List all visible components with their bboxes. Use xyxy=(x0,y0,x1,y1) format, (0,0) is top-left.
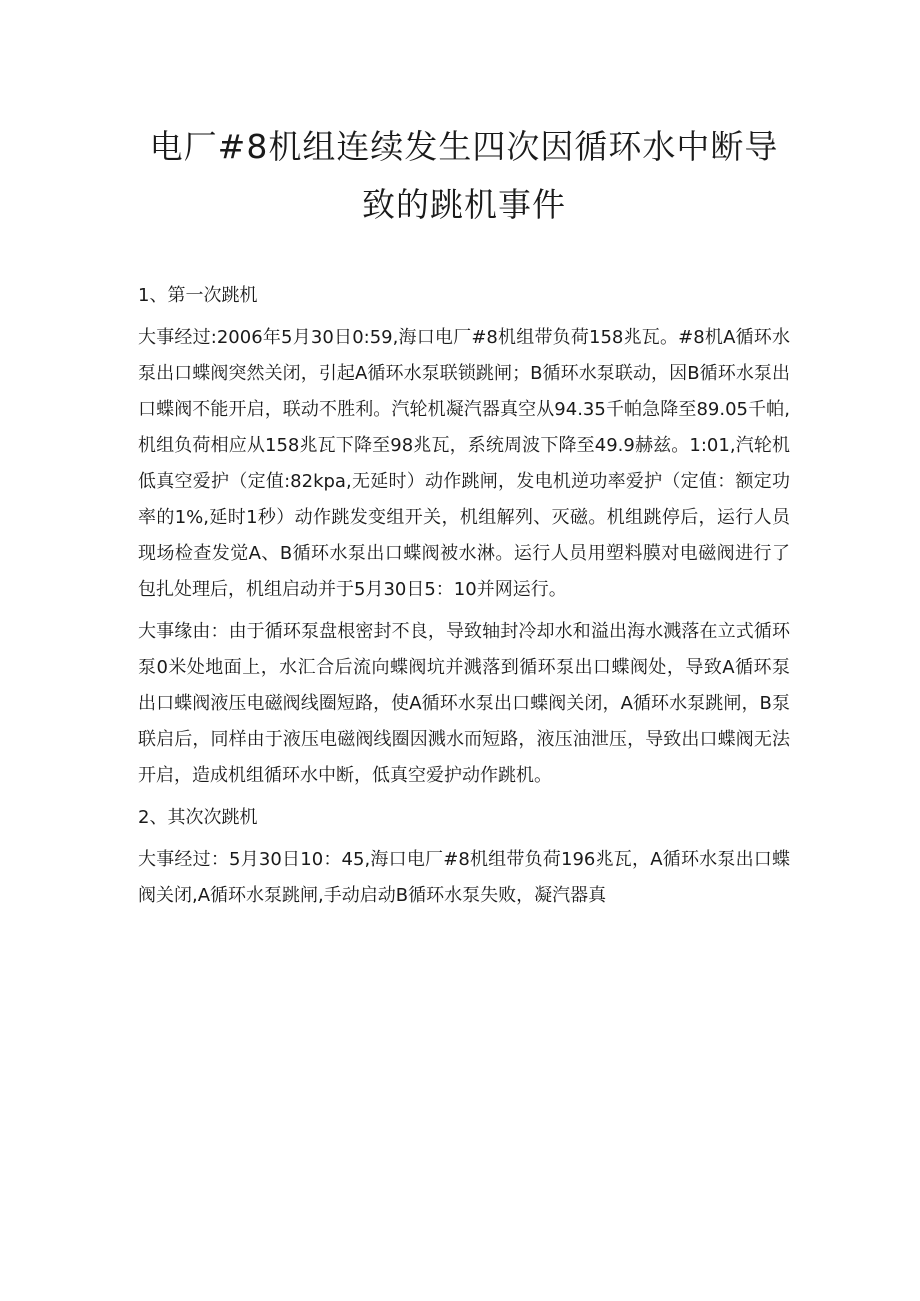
section-heading-1: 1、第一次跳机 xyxy=(138,285,258,306)
section-1-event-cause: 大事缘由：由于循环泵盘根密封不良，导致轴封冷却水和溢出海水溅落在立式循环泵0米处地面上，水汇合后流向蝶阀坑并溅落到循环泵出口蝶阀处，导致A循环泵出口蝶阀液压电磁阀线圈短路，使A循环水泵出口蝶阀关闭，A循环水泵跳闸，B泵联启后，同样由于液压电磁阀线圈因溅水而短路，液压油泄压，导致出口蝶阀无法开启，造成机组循环水中断，低真空爱护动作跳机。 xyxy=(138,621,790,786)
document-title xyxy=(138,118,790,234)
document-page xyxy=(138,118,790,914)
section-1-event-process: 大事经过:2006年5月30日0:59,海口电厂#8机组带负荷158兆瓦。#8机A循环水泵出口蝶阀突然关闭，引起A循环水泵联锁跳闸；B循环水泵联动，因B循环水泵出口蝶阀不能开启，联动不胜利。汽轮机凝汽器真空从94.35千帕急降至89.05千帕,机组负荷相应从158兆瓦下降至98兆瓦，系统周波下降至49.9赫兹。1:01,汽轮机低真空爱护（定值:82kpa,无延时）动作跳闸，发电机逆功率爱护（定值：额定功率的1%,延时1秒）动作跳发变组开关，机组解列、灭磁。机组跳停后，运行人员现场检查发觉A、B循环水泵出口蝶阀被水淋。运行人员用塑料膜对电磁阀进行了包扎处理后，机组启动并于5月30日5：10并网运行。 xyxy=(138,327,790,600)
title-line-1: 电厂#8机组连续发生四次因循环水中断导 xyxy=(149,127,779,166)
section-2-event-process: 大事经过：5月30日10：45,海口电厂#8机组带负荷196兆瓦，A循环水泵出口蝶阀关闭,A循环水泵跳闸,手动启动B循环水泵失败，凝汽器真 xyxy=(138,849,790,906)
title-line-2: 致的跳机事件 xyxy=(362,185,566,224)
section-heading-2: 2、其次次跳机 xyxy=(138,807,258,828)
